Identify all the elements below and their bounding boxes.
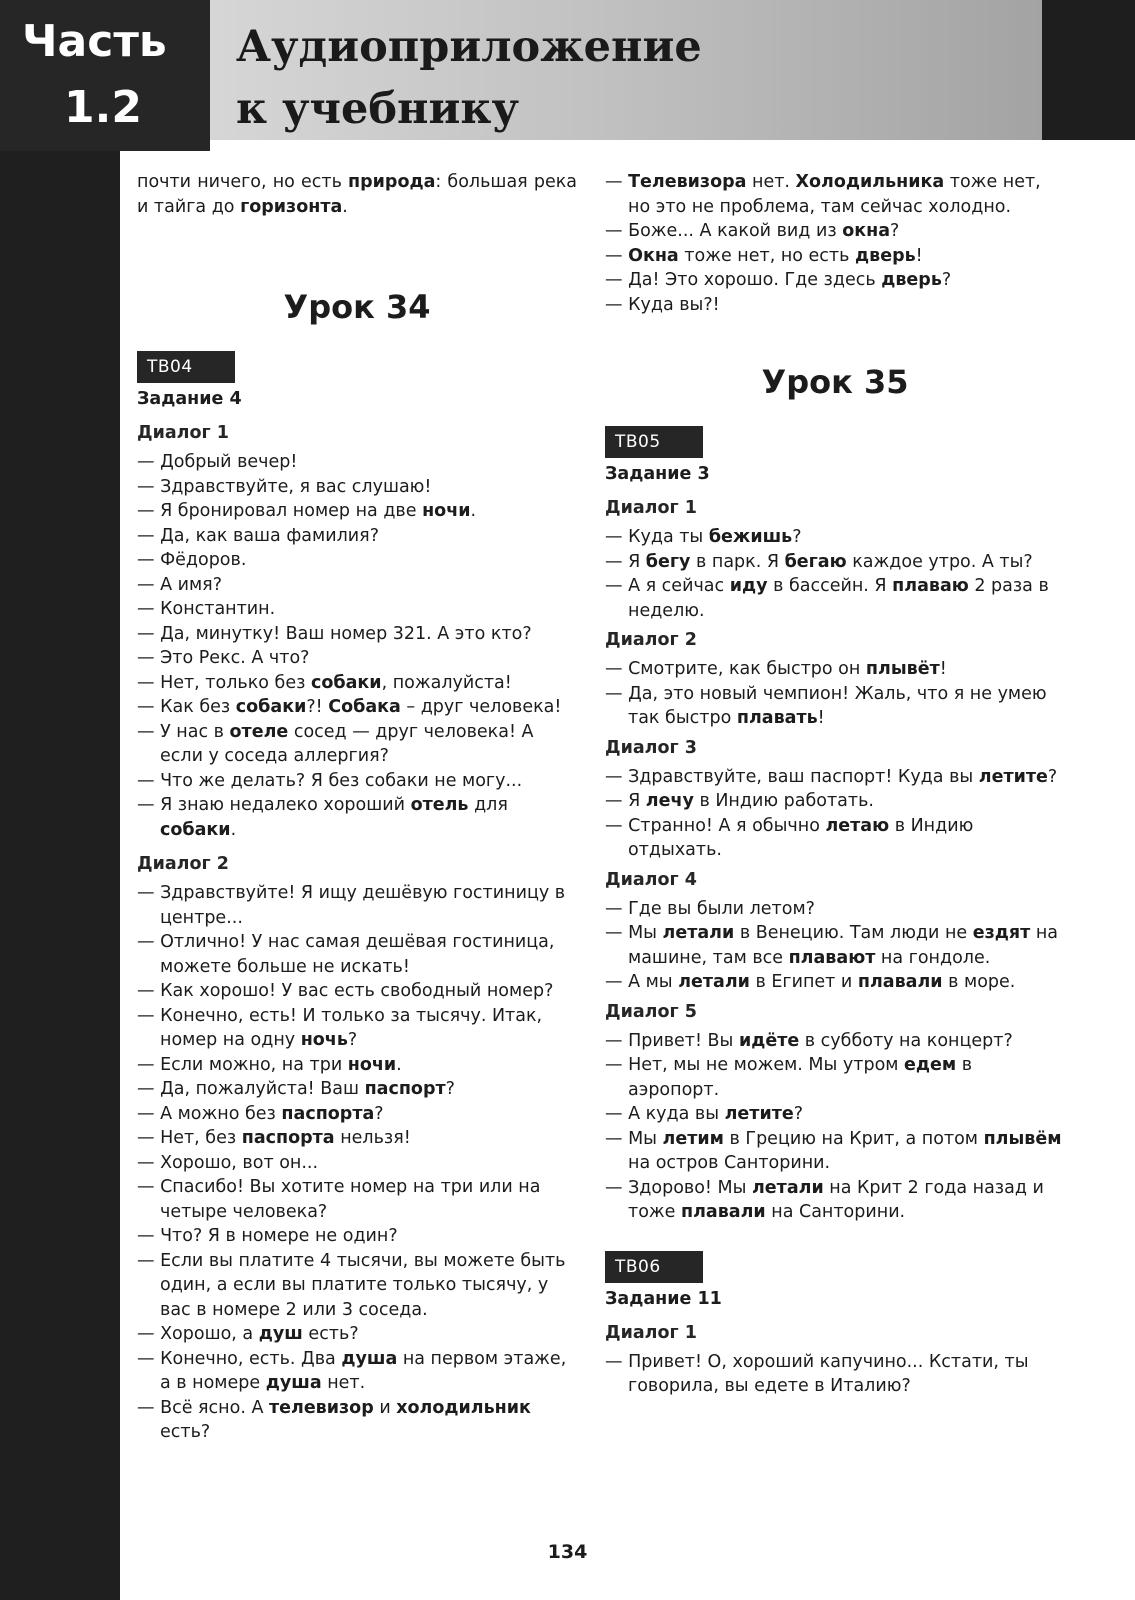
dialog-line: — Привет! Вы идёте в субботу на концерт? <box>605 1030 1013 1051</box>
emphasized-word: плавать <box>736 708 818 728</box>
emphasized-word: летим <box>662 1128 724 1149</box>
emphasized-word: паспорта <box>281 1103 375 1124</box>
dialog-heading: Диалог 1 <box>605 1322 697 1343</box>
emphasized-word: ночи <box>347 1054 397 1075</box>
dialog-lines <box>137 450 577 842</box>
dialog-line: — Куда ты бежишь? <box>605 527 802 547</box>
dialog-line: — Я знаю недалеко хороший отель для собаки. <box>137 795 508 840</box>
dialog-lines <box>605 897 1065 995</box>
dialog-line: — Да, как ваша фамилия? <box>137 525 379 546</box>
emphasized-word: плывём <box>983 1128 1062 1149</box>
dialog-line: — А имя? <box>137 574 222 595</box>
track-tag-tb05: TB05 <box>605 426 703 458</box>
dialog-lines <box>605 1350 1065 1399</box>
emphasized-word: дверь <box>881 270 942 290</box>
dialog-lines <box>605 170 1065 317</box>
emphasized-word: иду <box>729 576 768 596</box>
intro-paragraph: почти ничего, но есть природа: большая река и тайга до горизонта. <box>137 172 577 217</box>
lesson-35-heading: Урок 35 <box>761 363 909 401</box>
dialog-heading: Диалог 2 <box>137 854 229 874</box>
dialog-line: — Я бронировал номер на две ночи. <box>137 501 477 521</box>
emphasized-word: телевизор <box>268 1397 374 1418</box>
right-column <box>605 170 1065 1399</box>
page-number: 134 <box>547 1541 588 1563</box>
dialog-line: — Хорошо, а душ есть? <box>137 1324 359 1344</box>
dialog-line: — Фёдоров. <box>137 550 247 570</box>
dialog-line: — Да! Это хорошо. Где здесь дверь? <box>605 270 952 290</box>
dialog-line: — Конечно, есть. Два душа на первом этаже, а в номере душа нет. <box>137 1348 567 1393</box>
dialog-line: — Отлично! У нас самая дешёвая гостиница, можете больше не искать! <box>137 932 555 977</box>
dialog-line: — Мы летим в Грецию на Крит, а потом плывём на остров Санторини. <box>605 1128 1062 1173</box>
emphasized-word: летали <box>662 923 735 943</box>
emphasized-word: летали <box>751 1177 824 1198</box>
emphasized-word: бежишь <box>708 527 793 547</box>
header-right-block <box>1042 0 1135 140</box>
dialog-line: — Смотрите, как быстро он плывёт! <box>605 659 947 679</box>
dialog-line: — Всё ясно. А телевизор и холодильник есть? <box>137 1397 531 1442</box>
emphasized-word: ночи <box>422 501 471 521</box>
emphasized-word: дверь <box>855 245 916 266</box>
dialog-line: — А можно без паспорта? <box>137 1103 384 1124</box>
emphasized-word: плавают <box>788 947 876 968</box>
emphasized-word: душа <box>265 1373 322 1393</box>
dialog-line: — Да, минутку! Ваш номер 321. А это кто? <box>137 623 532 644</box>
emphasized-word: Телевизора <box>628 172 747 192</box>
emphasized-word: плавали <box>857 972 943 992</box>
emphasized-word: горизонта <box>240 196 343 217</box>
emphasized-word: бегу <box>645 551 691 572</box>
left-margin-strip <box>0 151 120 1600</box>
dialog-line: — Нет, мы не можем. Мы утром едем в аэропорт. <box>605 1055 973 1100</box>
emphasized-word: окна <box>842 221 891 241</box>
dialog-line: — Я бегу в парк. Я бегаю каждое утро. А ты? <box>605 551 1033 572</box>
emphasized-word: летаю <box>825 815 890 836</box>
task-heading: Задание 11 <box>605 1288 722 1309</box>
dialog-line: — Здравствуйте, я вас слушаю! <box>137 476 432 497</box>
dialog-line: — Здорово! Мы летали на Крит 2 года назад и тоже плавали на Санторини. <box>605 1177 1044 1222</box>
dialog-line: — Куда вы?! <box>605 294 720 315</box>
dialog-line: — Если вы платите 4 тысячи, вы можете быть один, а если вы платите только тысячу, у вас в номере 2 или 3 соседа. <box>137 1250 566 1320</box>
emphasized-word: Собака <box>328 697 401 717</box>
emphasized-word: идёте <box>738 1030 800 1051</box>
dialog-line: — Здравствуйте! Я ищу дешёвую гостиницу в центре... <box>137 883 566 928</box>
dialog-lines <box>605 525 1065 623</box>
emphasized-word: отеле <box>229 721 289 742</box>
dialog-heading: Диалог 1 <box>605 498 697 518</box>
dialog-line: — А мы летали в Египет и плавали в море. <box>605 972 1016 992</box>
dialog-line: — А я сейчас иду в бассейн. Я плаваю 2 раза в неделю. <box>605 576 1049 621</box>
emphasized-word: собаки <box>160 819 231 840</box>
dialog-line: — Добрый вечер! <box>137 452 298 472</box>
emphasized-word: душ <box>258 1324 303 1344</box>
dialog-line: — Конечно, есть! И только за тысячу. Итак, номер на одну ночь? <box>137 1005 543 1050</box>
dialog-line: — Нет, только без собаки, пожалуйста! <box>137 672 512 693</box>
emphasized-word: бегаю <box>784 551 847 572</box>
emphasized-word: ездят <box>972 923 1031 943</box>
dialog-line: — Боже... А какой вид из окна? <box>605 221 900 241</box>
dialog-lines <box>605 657 1065 731</box>
dialog-lines <box>605 765 1065 863</box>
emphasized-word: летали <box>678 972 750 992</box>
lesson-34-heading: Урок 34 <box>283 288 431 326</box>
dialog-line: — Нет, без паспорта нельзя! <box>137 1128 411 1148</box>
dialog-line: — Где вы были летом? <box>605 898 815 919</box>
emphasized-word: лечу <box>645 791 694 811</box>
dialog-lines <box>605 1029 1065 1225</box>
chapter-title-line1: Аудиоприложение <box>236 22 702 72</box>
dialog-line: — Да, это новый чемпион! Жаль, что я не умею так быстро плавать! <box>605 683 1047 728</box>
dialog-line: — Здравствуйте, ваш паспорт! Куда вы летите? <box>605 766 1058 787</box>
emphasized-word: отель <box>410 795 469 815</box>
dialog-line: — Как хорошо! У вас есть свободный номер? <box>137 981 554 1001</box>
emphasized-word: паспорта <box>241 1128 335 1148</box>
dialog-line: — Окна тоже нет, но есть дверь! <box>605 245 923 266</box>
dialog-heading: Диалог 2 <box>605 630 697 650</box>
dialog-heading: Диалог 5 <box>605 1001 697 1022</box>
dialog-line: — Что? Я в номере не один? <box>137 1226 398 1246</box>
task-heading: Задание 4 <box>137 389 242 409</box>
dialog-line: — Спасибо! Вы хотите номер на три или на четыре человека? <box>137 1177 541 1222</box>
track-tag-tb04: TB04 <box>137 351 235 383</box>
dialog-heading: Диалог 4 <box>605 869 697 890</box>
emphasized-word: природа <box>348 172 436 192</box>
part-number: 1.2 <box>64 82 142 133</box>
emphasized-word: собаки <box>310 672 382 693</box>
chapter-title-line2: к учебнику <box>236 84 520 134</box>
task-heading: Задание 3 <box>605 464 710 484</box>
dialog-line: — Я лечу в Индию работать. <box>605 791 874 811</box>
dialog-line: — Странно! А я обычно летаю в Индию отдыхать. <box>605 815 974 860</box>
dialog-heading: Диалог 3 <box>605 737 697 758</box>
emphasized-word: холодильник <box>396 1397 531 1418</box>
dialog-line: — Как без собаки?! Собака – друг человека! <box>137 697 562 717</box>
emphasized-word: едем <box>904 1055 957 1075</box>
emphasized-word: плывёт <box>865 659 940 679</box>
dialog-line: — Телевизора нет. Холодильника тоже нет, но это не проблема, там сейчас холодно. <box>605 172 1041 217</box>
dialog-line: — У нас в отеле сосед — друг человека! А если у соседа аллергия? <box>137 721 534 766</box>
track-tag-tb06: TB06 <box>605 1251 703 1283</box>
emphasized-word: собаки <box>235 697 307 717</box>
emphasized-word: плаваю <box>892 576 969 596</box>
dialog-line: — Привет! О, хороший капучино... Кстати, ты говорила, вы едете в Италию? <box>605 1351 1029 1396</box>
dialog-line: — Что же делать? Я без собаки не могу... <box>137 770 523 791</box>
emphasized-word: Холодильника <box>795 172 945 192</box>
part-label: Часть <box>22 16 167 67</box>
dialog-line: — Константин. <box>137 599 276 619</box>
dialog-line: — Это Рекс. А что? <box>137 648 310 668</box>
dialog-line: — Хорошо, вот он... <box>137 1152 319 1173</box>
dialog-line: — Если можно, на три ночи. <box>137 1054 402 1075</box>
emphasized-word: плавали <box>681 1202 766 1222</box>
dialog-heading: Диалог 1 <box>137 423 229 443</box>
emphasized-word: ночь <box>300 1030 348 1050</box>
emphasized-word: паспорт <box>364 1079 446 1099</box>
emphasized-word: летите <box>724 1104 794 1124</box>
dialog-lines <box>137 881 577 1445</box>
dialog-line: — Мы летали в Венецию. Там люди не ездят на машине, там все плавают на гондоле. <box>605 923 1059 968</box>
emphasized-word: летите <box>978 766 1048 787</box>
emphasized-word: душа <box>341 1348 398 1369</box>
emphasized-word: Окна <box>628 245 679 266</box>
dialog-line: — Да, пожалуйста! Ваш паспорт? <box>137 1079 455 1099</box>
dialog-line: — А куда вы летите? <box>605 1104 804 1124</box>
left-column <box>137 170 577 1445</box>
